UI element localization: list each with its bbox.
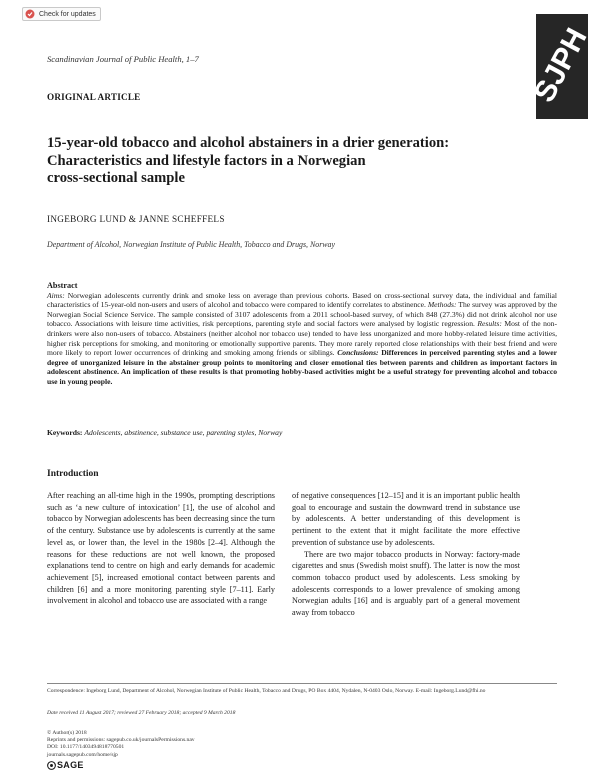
keywords	[47, 428, 282, 437]
submission-dates: Date received 11 August 2017; reviewed 27 February 2018; accepted 9 March 2018	[47, 710, 236, 716]
abstract-methods-text: The survey was approved by the Norwegian Social Science Service. The sample consisted of 3107 adolescents from a 2011 school-based survey, of which 848 (27.3%) did not drink alcohol nor use tobacco. Associations with leisure time activities, risk perceptions, parenting style and social factors were analysed by logistic regression.	[47, 300, 557, 329]
permissions-link[interactable]: Reprints and permissions: sagepub.co.uk/journalsPermissions.nav	[47, 737, 195, 744]
abstract-aims-label: Aims:	[47, 290, 65, 300]
sage-mark-icon	[47, 761, 56, 770]
author-affiliation: Department of Alcohol, Norwegian Institute of Public Health, Tobacco and Drugs, Norway	[47, 240, 335, 249]
article-type-label: ORIGINAL ARTICLE	[47, 92, 141, 102]
keywords-list: Adolescents, abstinence, substance use, parenting styles, Norway	[84, 428, 283, 437]
copyright-line: © Author(s) 2018	[47, 730, 87, 736]
title-line: Characteristics and lifestyle factors in a Norwegian	[47, 152, 366, 169]
publication-info	[47, 730, 547, 759]
abstract	[47, 281, 557, 387]
abstract-conclusions-text: Differences in perceived parenting styles and a lower degree of unorganized leisure in the abstainer group points to monitoring and closer emotional ties between parents and children as important factors in adolescent abstinence. An implication of these results is that promoting hobby-based activities might be a useful strategy for preventing alcohol and tobacco use in young people.	[47, 348, 557, 386]
introduction-heading: Introduction	[47, 469, 99, 479]
doi-link[interactable]: DOI: 10.1177/1403494818770501	[47, 744, 125, 751]
body-paragraph: There are two major tobacco products in Norway: factory-made cigarettes and snus (Swedish moist snuff). The latter is now the most common tobacco product used by adolescents. Less smoking by adolescents corresponds to a lower prevalence of smoking among Norwegian adults [16] and is arguably part of a general movement away from tobacco	[292, 549, 520, 618]
body-column-left	[47, 490, 275, 607]
body-paragraph: of negative consequences [12–15] and it is an important public health goal to encourage and sustain the downward trend in substance use by adolescents. A better understanding of this development is pertinent to the extent that it might facilitate the more effective prevention of substance use by adolescents.	[292, 491, 520, 547]
keywords-label: Keywords:	[47, 428, 83, 437]
author-list: INGEBORG LUND & JANNE SCHEFFELS	[47, 214, 225, 224]
sage-publisher-logo	[47, 760, 84, 770]
sjph-journal-logo	[527, 14, 594, 119]
abstract-body	[47, 291, 557, 386]
abstract-heading: Abstract	[47, 281, 78, 290]
abstract-aims-text: Norwegian adolescents currently drink and smoke less on average than previous cohorts. Based on cross-sectional survey data, the individual and familial characteristics of 15-year-old non-users and users of alcohol and tobacco were compared to identify correlates to abstinence.	[47, 290, 557, 310]
sage-logo-text: SAGE	[57, 760, 84, 770]
sjph-logo-text: SJPH	[527, 22, 594, 108]
check-for-updates-button[interactable]	[22, 7, 101, 21]
abstract-methods-label: Methods:	[427, 300, 457, 310]
footnote-divider	[47, 683, 557, 684]
article-title	[47, 135, 517, 188]
journal-homepage-link[interactable]: journals.sagepub.com/home/sjp	[47, 751, 118, 758]
correspondence-note: Correspondence: Ingeborg Lund, Department of Alcohol, Norwegian Institute of Public Health, Tobacco and Drugs, PO Box 4404, Nydalen, N-0403 Oslo, Norway. E-mail: Ingeborg.Lund@fhi.no	[47, 688, 486, 694]
journal-citation: Scandinavian Journal of Public Health, 1–7	[47, 54, 199, 64]
abstract-results-text: Most of the non-drinkers were also non-users of tobacco. Abstainers (neither alcohol nor tobacco use) tended to have less unorganized and more hobby-related leisure time activities, higher risk perceptions for smoking, and monitoring or emotionally supportive parents. They more rarely reported close relationships with their best friend and were more likely to report lower occurrences of drinking and smoking among friends or siblings.	[47, 319, 557, 358]
body-paragraph: After reaching an all-time high in the 1990s, prompting descriptions such as ‘a new culture of intoxication’ [1], the use of alcohol and tobacco by Norwegian adolescents has been decreasing since the turn of the century. Substance use by adolescents is currently at the same level as, or lower than, the level in the 1980s [2–4]. Although the reasons for these reductions are not well known, the proposed explanations tend to centre on high and early demands for academic achievement [5], increased emotional contact between parents and children [6] and a more monitoring parenting style [7–11]. Early involvement in alcohol and tobacco use are associated with a range	[47, 491, 275, 606]
title-line: 15-year-old tobacco and alcohol abstainers in a drier generation:	[47, 135, 450, 151]
abstract-conclusions-label: Conclusions:	[337, 348, 379, 358]
check-updates-icon	[25, 9, 35, 19]
title-line: cross-sectional sample	[47, 170, 185, 186]
check-for-updates-label: Check for updates	[39, 10, 96, 18]
body-column-right	[292, 490, 520, 619]
abstract-results-label: Results:	[477, 319, 502, 329]
